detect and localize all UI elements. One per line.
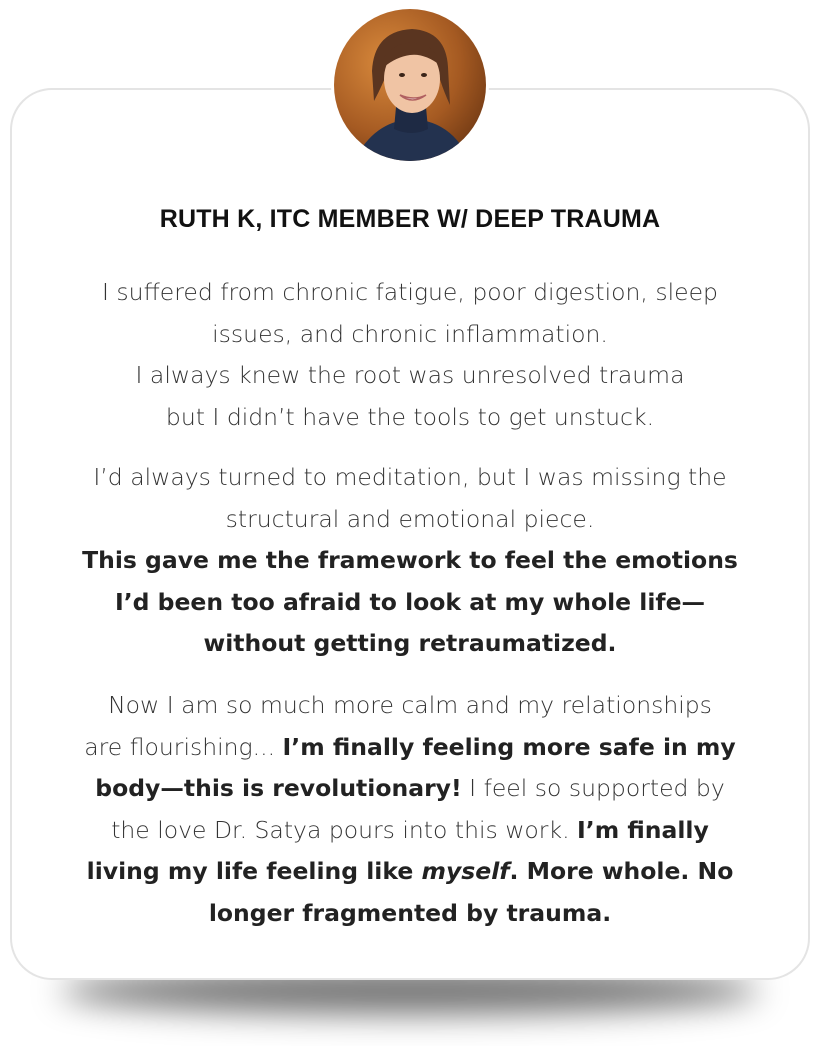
paragraph-line: [30, 810, 790, 852]
paragraph-line: [30, 727, 790, 769]
paragraph-highlight: I’m finally: [577, 815, 709, 844]
paragraph-highlight: I’m finally feeling more safe in my: [282, 732, 736, 761]
paragraph-highlight-line: I’d been too afraid to look at my whole life—: [114, 587, 706, 616]
paragraph-line: structural and emotional piece.: [225, 504, 595, 533]
paragraph-highlight-line: longer fragmented by trauma.: [208, 898, 612, 927]
testimonial-paragraph-3: [30, 685, 790, 934]
paragraph-line: [30, 768, 790, 810]
avatar: [334, 9, 486, 161]
paragraph-emphasis: myself: [421, 857, 510, 885]
paragraph-highlight: living my life feeling like: [86, 857, 422, 885]
testimonial-paragraph-2: [30, 457, 790, 665]
paragraph-text: the love Dr. Satya pours into this work.: [111, 815, 578, 844]
paragraph-line: issues, and chronic inflammation.: [212, 319, 608, 348]
paragraph-highlight: . More whole. No: [509, 857, 734, 885]
paragraph-line: Now I am so much more calm and my relationships: [108, 691, 712, 719]
paragraph-line: I always knew the root was unresolved trauma: [135, 361, 685, 389]
paragraph-highlight-line: [30, 851, 790, 893]
paragraph-line: I’d always turned to meditation, but I was missing the: [93, 463, 727, 491]
paragraph-line: but I didn’t have the tools to get unstuck.: [165, 402, 655, 431]
author-name: RUTH K, ITC MEMBER W/ DEEP TRAUMA: [159, 205, 661, 233]
paragraph-highlight-line: without getting retraumatized.: [203, 629, 617, 657]
paragraph-text: are flourishing...: [84, 732, 283, 761]
paragraph-text: I feel so supported by: [461, 774, 725, 802]
avatar-photo: [334, 9, 486, 161]
testimonial-paragraph-1: [30, 272, 790, 438]
paragraph-line: I suffered from chronic fatigue, poor digestion, sleep: [102, 278, 718, 306]
paragraph-highlight: body—this is revolutionary!: [95, 774, 462, 802]
paragraph-highlight-line: This gave me the framework to feel the emotions: [82, 546, 738, 574]
